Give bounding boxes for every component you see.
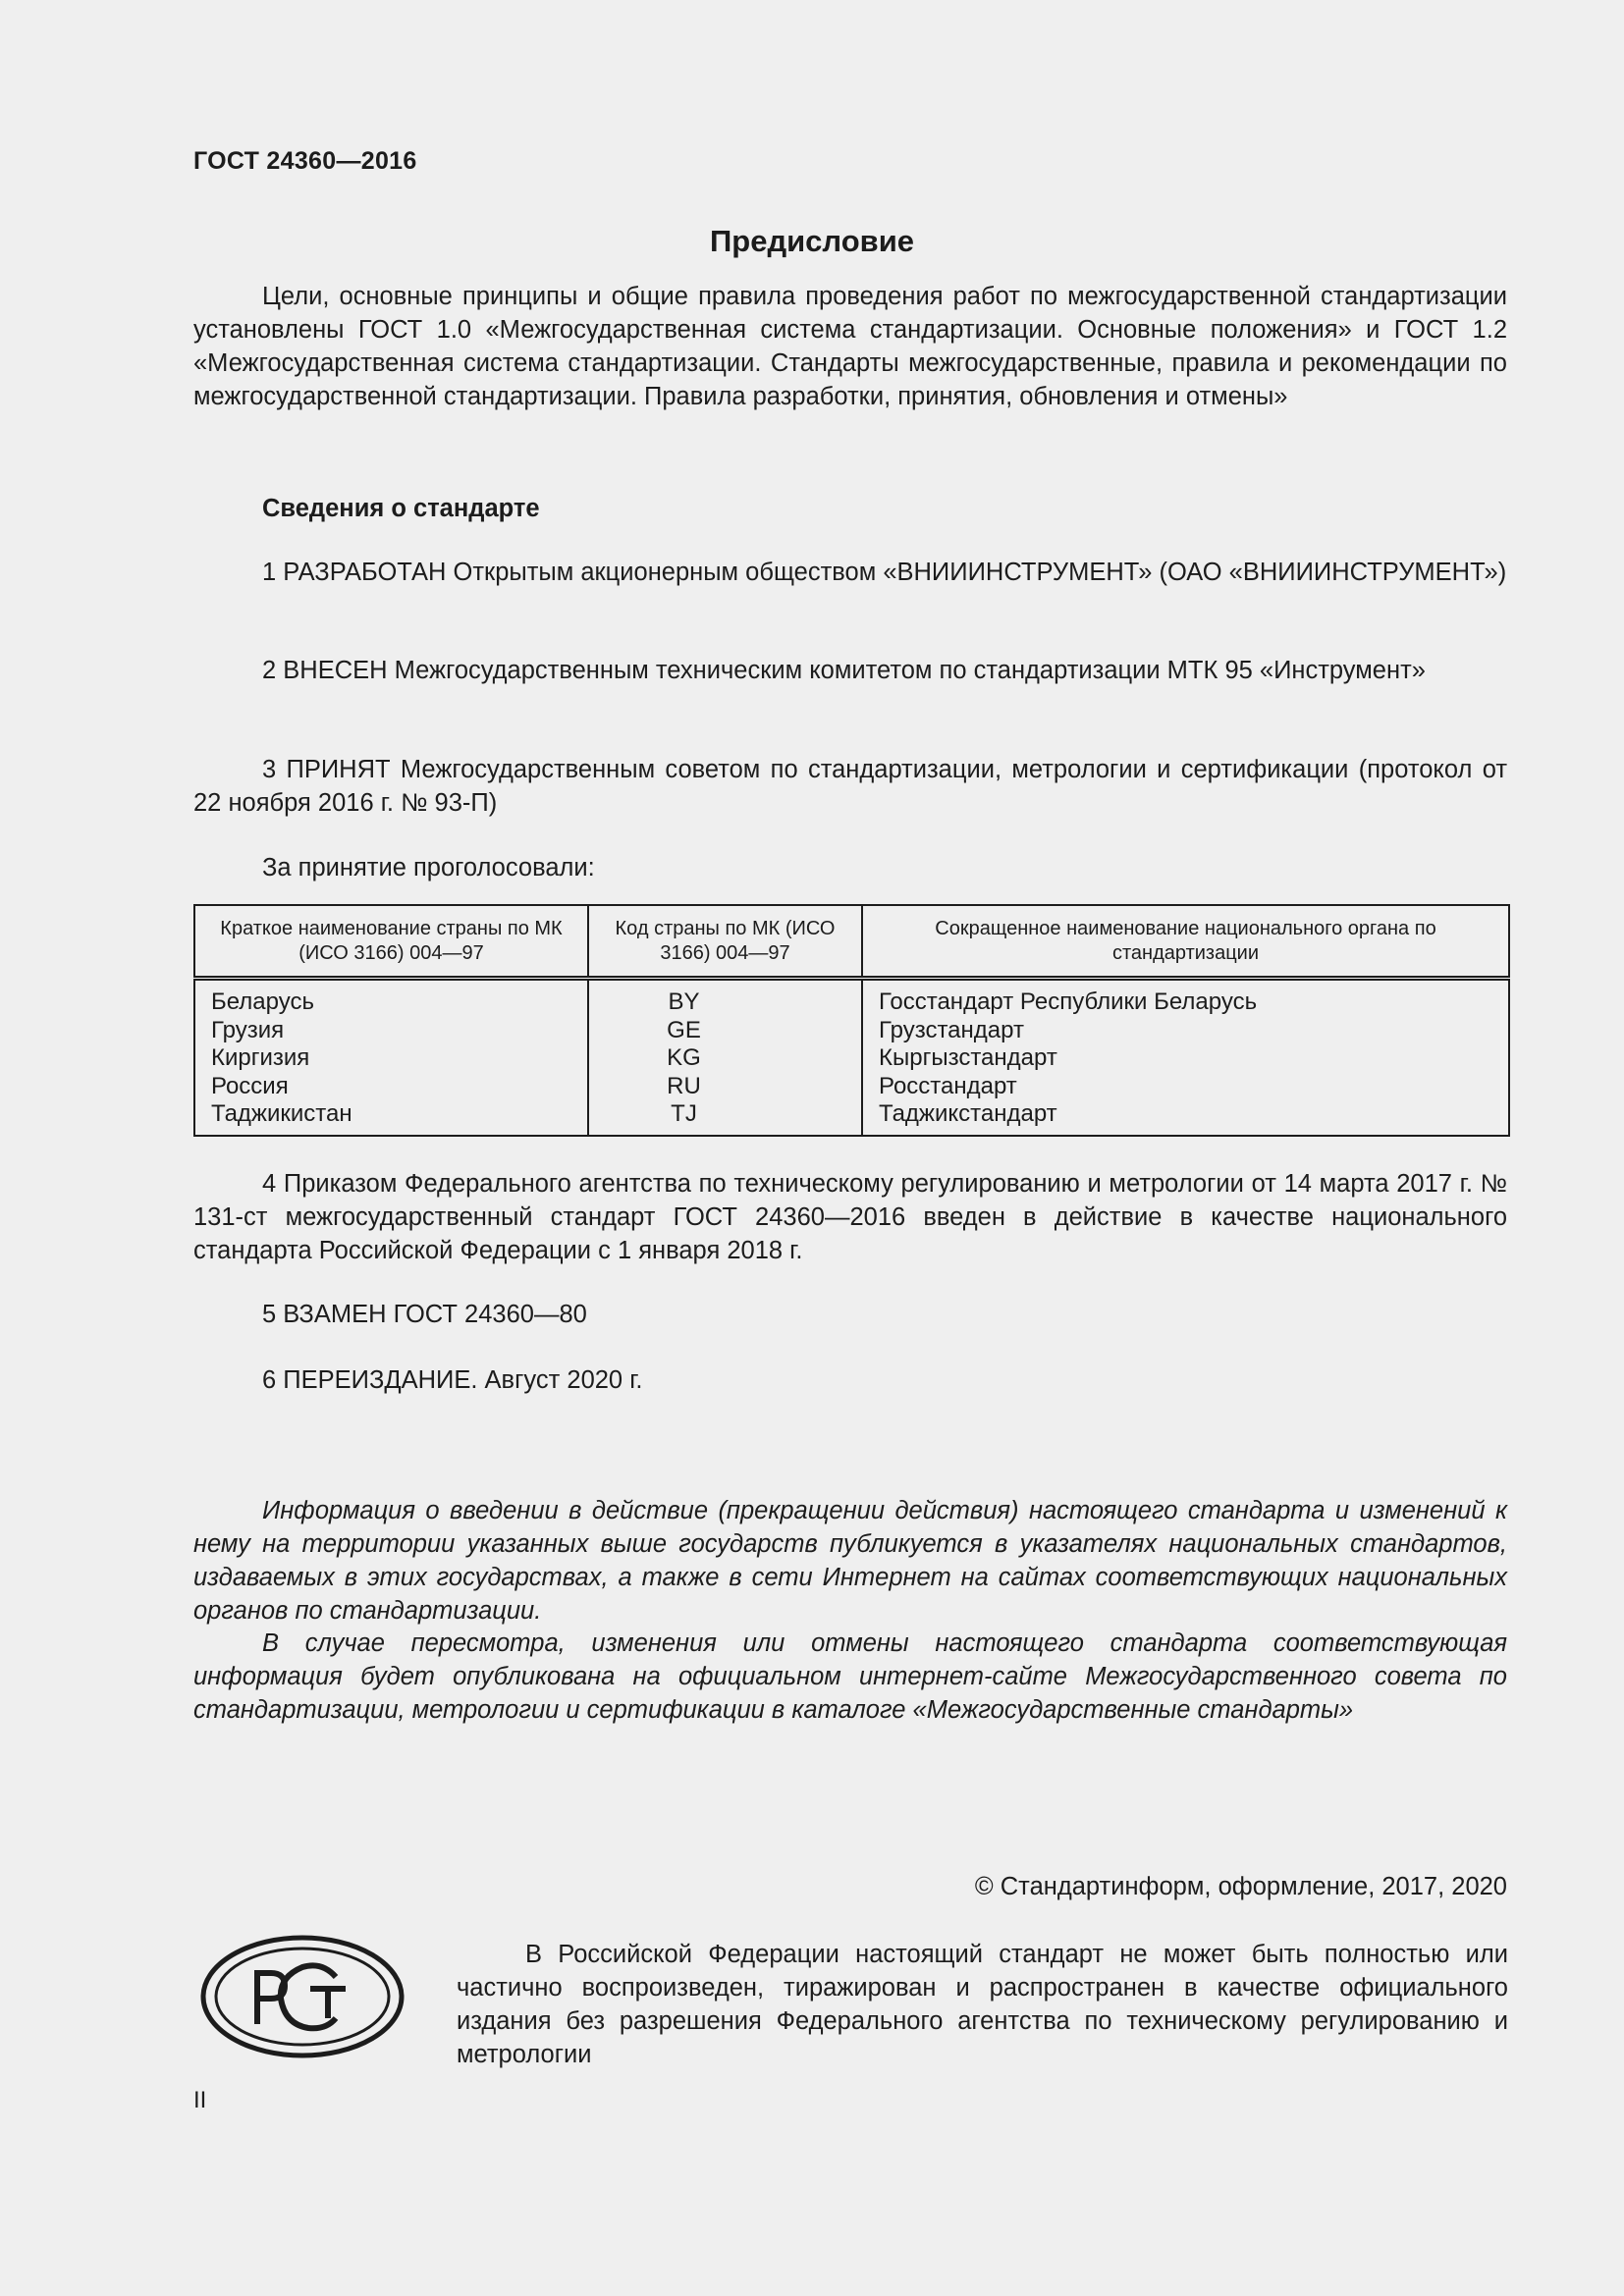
item-enacted: 4 Приказом Федерального агентства по техническому регулированию и метрологии от 14 марта 2017 г. № 131-ст межгосударственный стандарт ГОСТ 24360—2016 введен в действие в качестве национального стандарта Российской Федерации с 1 января 2018 г. [193,1170,1507,1264]
page-title: Предисловие [709,224,914,258]
code-cell: RU [588,1073,862,1101]
page-number: II [193,2087,207,2113]
table-row [194,1073,1509,1101]
column-header-agency: Сокращенное наименование национального органа по стандартизации [862,905,1509,979]
votes-table [193,904,1510,1137]
column-header-country: Краткое наименование страны по МК (ИСО 3166) 004—97 [194,905,588,979]
code-cell: TJ [588,1100,862,1136]
code-cell: GE [588,1017,862,1045]
copyright-line: © Стандартинформ, оформление, 2017, 2020 [974,1873,1507,1900]
item-reissue: 6 ПЕРЕИЗДАНИЕ. Август 2020 г. [262,1366,643,1394]
code-cell: KG [588,1044,862,1073]
column-header-code: Код страны по МК (ИСО 3166) 004—97 [588,905,862,979]
code-cell: BY [588,979,862,1017]
item-replaces: 5 ВЗАМЕН ГОСТ 24360—80 [262,1301,587,1328]
rights-notice: В Российской Федерации настоящий стандарт не может быть полностью или частично воспроизведен, тиражирован и распространен в качестве официального издания без разрешения Федерального агентства по техническому регулированию и метрологии [457,1941,1508,2068]
country-cell: Таджикистан [194,1100,588,1136]
agency-cell: Таджикстандарт [862,1100,1509,1136]
table-row [194,1044,1509,1073]
item-introduced: 2 ВНЕСЕН Межгосударственным техническим комитетом по стандартизации МТК 95 «Инструмент» [262,657,1426,684]
section-heading: Сведения о стандарте [262,495,540,522]
country-cell: Грузия [194,1017,588,1045]
agency-cell: Грузстандарт [862,1017,1509,1045]
table-row [194,979,1509,1017]
table-row [194,1100,1509,1136]
document-code: ГОСТ 24360—2016 [193,147,417,175]
agency-cell: Росстандарт [862,1073,1509,1101]
country-cell: Беларусь [194,979,588,1017]
notice-paragraph: Информация о введении в действие (прекращении действия) настоящего стандарта и изменений к нему на территории указанных выше государств публикуется в указателях национальных стандартов, издаваемых в этих государствах, а также в сети Интернет на сайтах соответствующих национальных органов по стандартизации. [193,1497,1507,1625]
table-header-row [194,905,1509,979]
agency-cell: Госстандарт Республики Беларусь [862,979,1509,1017]
country-cell: Киргизия [194,1044,588,1073]
votes-intro: За принятие проголосовали: [262,854,595,881]
agency-cell: Кыргызстандарт [862,1044,1509,1073]
intro-paragraph: Цели, основные принципы и общие правила проведения работ по межгосударственной стандартизации установлены ГОСТ 1.0 «Межгосударственная система стандартизации. Основные положения» и ГОСТ 1.2 «Межгосударственная система стандартизации. Стандарты межгосударственные, правила и рекомендации по межгосударственной стандартизации. Правила разработки, принятия, обновления и отмены» [193,283,1507,410]
table-row [194,1017,1509,1045]
item-adopted: 3 ПРИНЯТ Межгосударственным советом по стандартизации, метрологии и сертификации (протокол от 22 ноября 2016 г. № 93-П) [193,756,1507,817]
item-developed: 1 РАЗРАБОТАН Открытым акционерным обществом «ВНИИИНСТРУМЕНТ» (ОАО «ВНИИИНСТРУМЕНТ») [262,559,1507,586]
rst-certification-mark-icon [200,1934,405,2059]
country-cell: Россия [194,1073,588,1101]
notice-paragraph: В случае пересмотра, изменения или отмены настоящего стандарта соответствующая информация будет опубликована на официальном интернет-сайте Межгосударственного совета по стандартизации, метрологии и сертификации в каталоге «Межгосударственные стандарты» [193,1629,1507,1724]
